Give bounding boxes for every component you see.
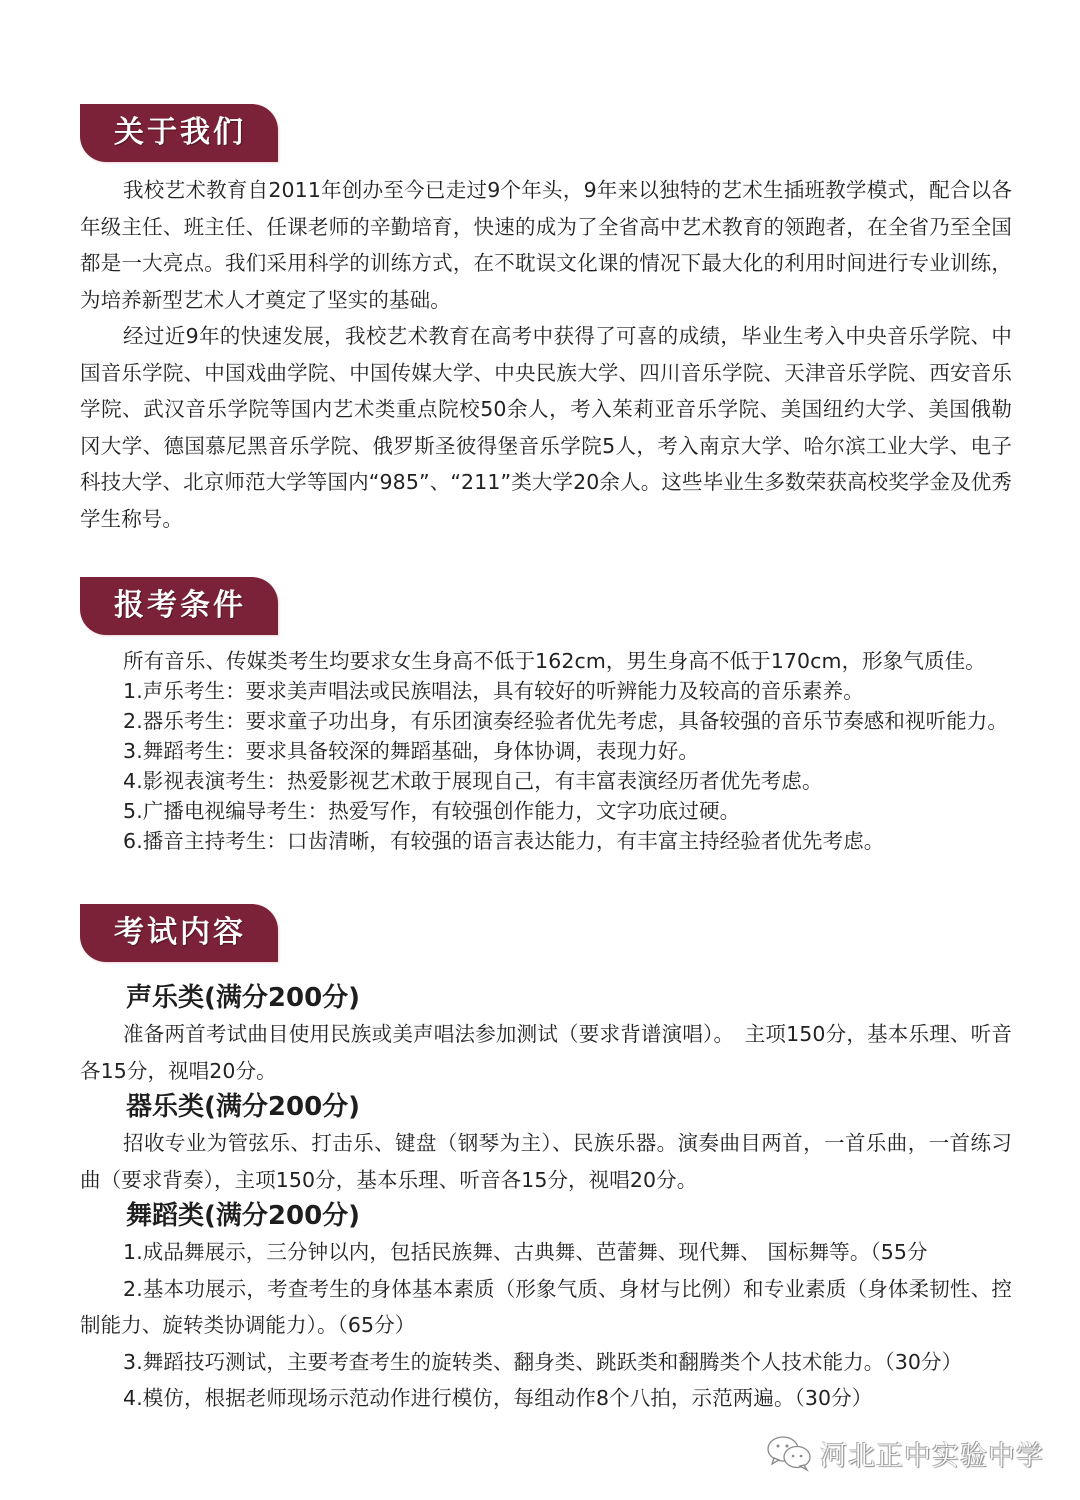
account-name: 河北正中实验中学 [820, 1441, 1044, 1472]
requirements-intro: 所有音乐、传媒类考生均要求女生身高不低于162cm，男生身高不低于170cm，形象气质佳。 [123, 649, 986, 673]
section-title: 关于我们 [114, 115, 246, 150]
section-badge-requirements [80, 577, 278, 635]
section-badge-about [80, 104, 278, 162]
category-line: 1.成品舞展示，三分钟以内，包括民族舞、古典舞、芭蕾舞、现代舞、 国标舞等。（55分 [123, 1240, 928, 1264]
paragraph: 经过近9年的快速发展，我校艺术教育在高考中获得了可喜的成绩，毕业生考入中央音乐学院、中国音乐学院、中国戏曲学院、中国传媒大学、中央民族大学、四川音乐学院、天津音乐学院、西安音乐学院、武汉音乐学院等国内艺术类重点院校50余人，考入茱莉亚音乐学院、美国纽约大学、美国俄勒冈大学、德国慕尼黑音乐学院、俄罗斯圣彼得堡音乐学院5人，考入南京大学、哈尔滨工业大学、电子科技大学、北京师范大学等国内“985”、“211”类大学20余人。这些毕业生多数荣获高校奖学金及优秀学生称号。 [80, 324, 1012, 531]
requirement-item: 6.播音主持考生：口齿清晰，有较强的语言表达能力，有丰富主持经验者优先考虑。 [123, 829, 885, 853]
requirement-item: 5.广播电视编导考生：热爱写作，有较强创作能力，文字功底过硬。 [123, 799, 741, 823]
category-line: 2.基本功展示，考查考生的身体基本素质（形象气质、身材与比例）和专业素质（身体柔韧性、控制能力、旋转类协调能力）。（65分） [80, 1276, 1012, 1337]
requirements-body [80, 646, 1012, 856]
paragraph: 我校艺术教育自2011年创办至今已走过9个年头，9年来以独特的艺术生插班教学模式，配合以各年级主任、班主任、任课老师的辛勤培育，快速的成为了全省高中艺术教育的领跑者，在全省乃至全国都是一大亮点。我们采用科学的训练方式，在不耽误文化课的情况下最大化的利用时间进行专业训练，为培养新型艺术人才奠定了坚实的基础。 [80, 178, 1012, 312]
category-line: 3.舞蹈技巧测试，主要考查考生的旋转类、翻身类、跳跃类和翻腾类个人技术能力。（30分） [123, 1349, 963, 1374]
section-title: 考试内容 [114, 915, 246, 950]
category-line: 4.模仿，根据老师现场示范动作进行模仿，每组动作8个八拍，示范两遍。（30分） [123, 1386, 873, 1410]
about-body [80, 172, 1012, 537]
wechat-icon [766, 1435, 814, 1473]
category-heading-vocal: 声乐类(满分200分) [126, 983, 361, 1013]
wechat-watermark [766, 1434, 1044, 1473]
requirement-item: 3.舞蹈考生：要求具备较深的舞蹈基础，身体协调，表现力好。 [123, 739, 700, 763]
section-title: 报考条件 [114, 588, 246, 623]
exam-body [80, 980, 1012, 1417]
category-heading-instrumental: 器乐类(满分200分) [126, 1092, 361, 1122]
category-line: 准备两首考试曲目使用民族或美声唱法参加测试（要求背谱演唱）。 主项150分，基本乐理、听音各15分，视唱20分。 [80, 1022, 1012, 1083]
section-badge-exam [80, 904, 278, 962]
category-line: 招收专业为管弦乐、打击乐、键盘（钢琴为主）、民族乐器。演奏曲目两首，一首乐曲，一首练习曲（要求背奏），主项150分，基本乐理、听音各15分，视唱20分。 [80, 1131, 1012, 1192]
requirement-item: 1.声乐考生：要求美声唱法或民族唱法，具有较好的听辨能力及较高的音乐素养。 [123, 679, 864, 703]
category-heading-dance: 舞蹈类(满分200分) [126, 1201, 361, 1231]
requirement-item: 2.器乐考生：要求童子功出身，有乐团演奏经验者优先考虑，具备较强的音乐节奏感和视听能力。 [123, 709, 1009, 733]
requirement-item: 4.影视表演考生：热爱影视艺术敢于展现自己，有丰富表演经历者优先考虑。 [123, 769, 823, 793]
